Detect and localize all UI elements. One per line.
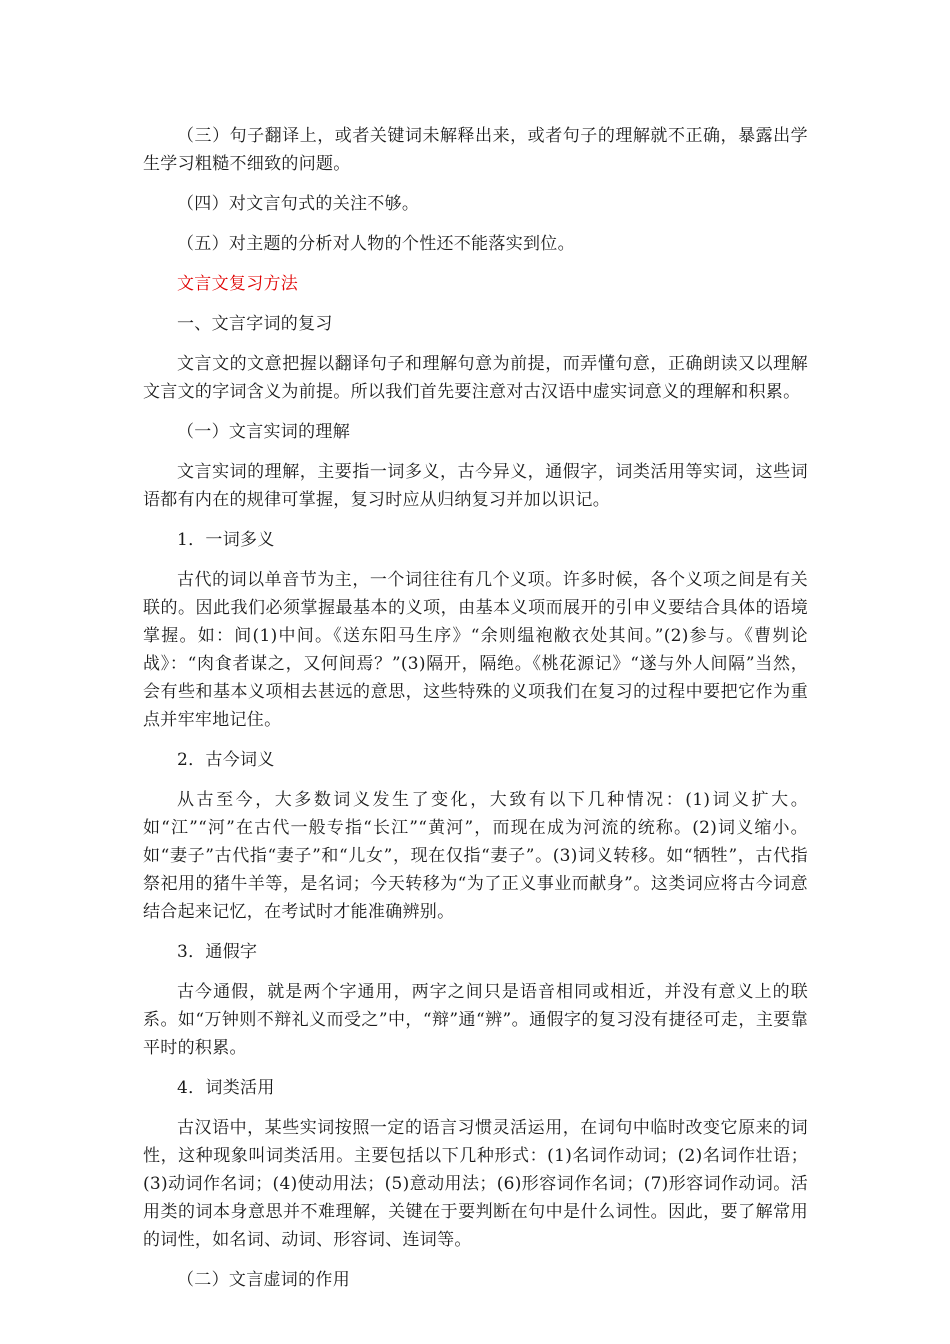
- paragraph-word-review-intro: 文言文的文意把握以翻译句子和理解句意为前提，而弄懂句意，正确朗读又以理解文言文的字词含义为前提。所以我们首先要注意对古汉语中虚实词意义的理解和积累。: [143, 354, 808, 402]
- paragraph-word-class-usage: 古汉语中，某些实词按照一定的语言习惯灵活运用，在词句中临时改变它原来的词性，这种现象叫词类活用。主要包括以下几种形式：(1)名词作动词；(2)名词作壮语；(3)动词作名词；(4)使动用法；(5)意动用法；(6)形容词作名词；(7)形容词作动词。活用类的词本身意思并不难理解，关键在于要判断在句中是什么词性。因此，要了解常用的词性，如名词、动词、形容词、连词等。: [143, 1118, 808, 1250]
- heading-function-words: （二）文言虚词的作用: [177, 1270, 350, 1290]
- heading-word-class-usage: 4．词类活用: [177, 1078, 275, 1098]
- document-page: [143, 122, 808, 1306]
- paragraph-interchangeable-characters: 古今通假，就是两个字通用，两字之间只是语音相同或相近，并没有意义上的联系。如“万钟则不辩礼义而受之”中，“辩”通“辨”。通假字的复习没有捷径可走，主要靠平时的积累。: [143, 982, 808, 1058]
- paragraph-ancient-modern-meaning: 从古至今，大多数词义发生了变化，大致有以下几种情况：(1)词义扩大。如“江”“河”在古代一般专指“长江”“黄河”，而现在成为河流的统称。(2)词义缩小。如“妻子”古代指“妻子”和“儿女”，现在仅指“妻子”。(3)词义转移。如“牺牲”，古代指祭祀用的猪牛羊等，是名词；今天转移为“为了正义事业而献身”。这类词应将古今词意结合起来记忆，在考试时才能准确辨别。: [143, 790, 808, 922]
- heading-polysemy: 1．一词多义: [177, 530, 275, 550]
- heading-ancient-modern-meaning: 2．古今词义: [177, 750, 275, 770]
- heading-interchangeable-characters: 3．通假字: [177, 942, 258, 962]
- paragraph-sentence-patterns-issue: （四）对文言句式的关注不够。: [177, 194, 420, 214]
- paragraph-polysemy: 古代的词以单音节为主，一个词往往有几个义项。许多时候，各个义项之间是有关联的。因此我们必须掌握最基本的义项，由基本义项而展开的引申义要结合具体的语境掌握。如：间(1)中间。《送东阳马生序》“余则缊袍敝衣处其间。”(2)参与。《曹刿论战》：“肉食者谋之，又何间焉？”(3)隔开，隔绝。《桃花源记》“遂与外人间隔”当然，会有些和基本义项相去甚远的意思，这些特殊的义项我们在复习的过程中要把它作为重点并牢牢地记住。: [143, 570, 808, 730]
- paragraph-sentence-translation-issue: （三）句子翻译上，或者关键词未解释出来，或者句子的理解就不正确，暴露出学生学习粗糙不细致的问题。: [143, 126, 808, 174]
- heading-word-review: 一、文言字词的复习: [177, 314, 333, 334]
- heading-content-words: （一）文言实词的理解: [177, 422, 350, 442]
- paragraph-content-words-intro: 文言实词的理解，主要指一词多义，古今异义，通假字，词类活用等实词，这些词语都有内在的规律可掌握，复习时应从归纳复习并加以识记。: [143, 462, 808, 510]
- paragraph-theme-analysis-issue: （五）对主题的分析对人物的个性还不能落实到位。: [177, 234, 575, 254]
- section-heading-review-methods: 文言文复习方法: [177, 274, 299, 294]
